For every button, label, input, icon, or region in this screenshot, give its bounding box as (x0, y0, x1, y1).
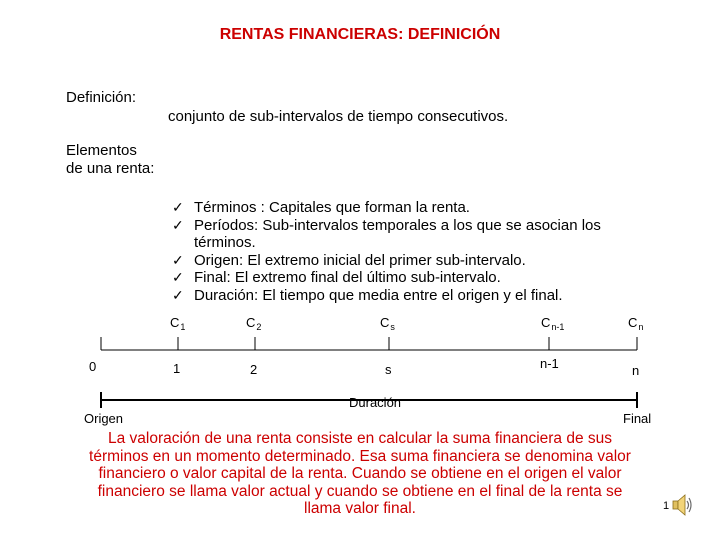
list-item-text: Términos : Capitales que forman la renta. (194, 199, 470, 216)
check-icon: ✓ (172, 251, 184, 268)
final-label: Final (623, 411, 652, 426)
conclusion-line: financiero o valor capital de la renta. Cuando se obtiene en el origen el valor (98, 465, 622, 482)
elements-label-line1: Elementos (66, 142, 137, 159)
list-item-text: Períodos: Sub-intervalos temporales a los que se asocian los (194, 216, 601, 234)
point-label-n: n (632, 363, 640, 378)
speaker-icon[interactable] (671, 493, 693, 522)
capital-label-s: $C_s$ (380, 315, 395, 332)
page-number: 1 (663, 500, 670, 512)
definition-label: Definición: (66, 89, 137, 106)
elements-label-line2: de una renta: (66, 160, 155, 177)
conclusion-line: financiero se llama valor actual y cuando se obtiene en el final de la renta se (97, 482, 623, 500)
page-title: RENTAS FINANCIERAS: DEFINICIÓN (219, 26, 501, 43)
point-label-n-1: n-1 (540, 356, 559, 371)
origin-label: Origen (84, 411, 124, 426)
list-item-text: Duración: El tiempo que media entre el origen y el final. (194, 286, 563, 304)
point-label-s: s (385, 362, 392, 377)
conclusion-line: llama valor final. (304, 500, 416, 517)
conclusion-line: términos en un momento determinado. Esa suma financiera se denomina valor (89, 447, 631, 465)
list-item-text: términos. (194, 234, 256, 251)
list-item-text: Final: El extremo final del último sub-intervalo. (194, 269, 501, 286)
check-icon: ✓ (172, 269, 184, 285)
capital-label-2: $C_2$ (246, 315, 262, 332)
point-label-1: 1 (173, 361, 181, 376)
conclusion-paragraph (45, 430, 675, 518)
capital-label-n: $C_n$ (628, 315, 644, 332)
check-icon: ✓ (172, 216, 184, 233)
conclusion-line: La valoración de una renta consiste en calcular la suma financiera de sus (107, 430, 613, 447)
check-icon: ✓ (172, 286, 184, 303)
point-label-0: 0 (89, 359, 97, 374)
duration-label: Duración (349, 395, 402, 410)
point-label-2: 2 (250, 362, 258, 377)
check-icon: ✓ (172, 199, 184, 215)
definition-text: conjunto de sub-intervalos de tiempo consecutivos. (168, 108, 509, 125)
capital-label-1: $C_1$ (170, 315, 186, 332)
list-item-text: Origen: El extremo inicial del primer sub-intervalo. (194, 251, 526, 269)
capital-label-n-1: $C_{n-1}$ (541, 315, 565, 332)
